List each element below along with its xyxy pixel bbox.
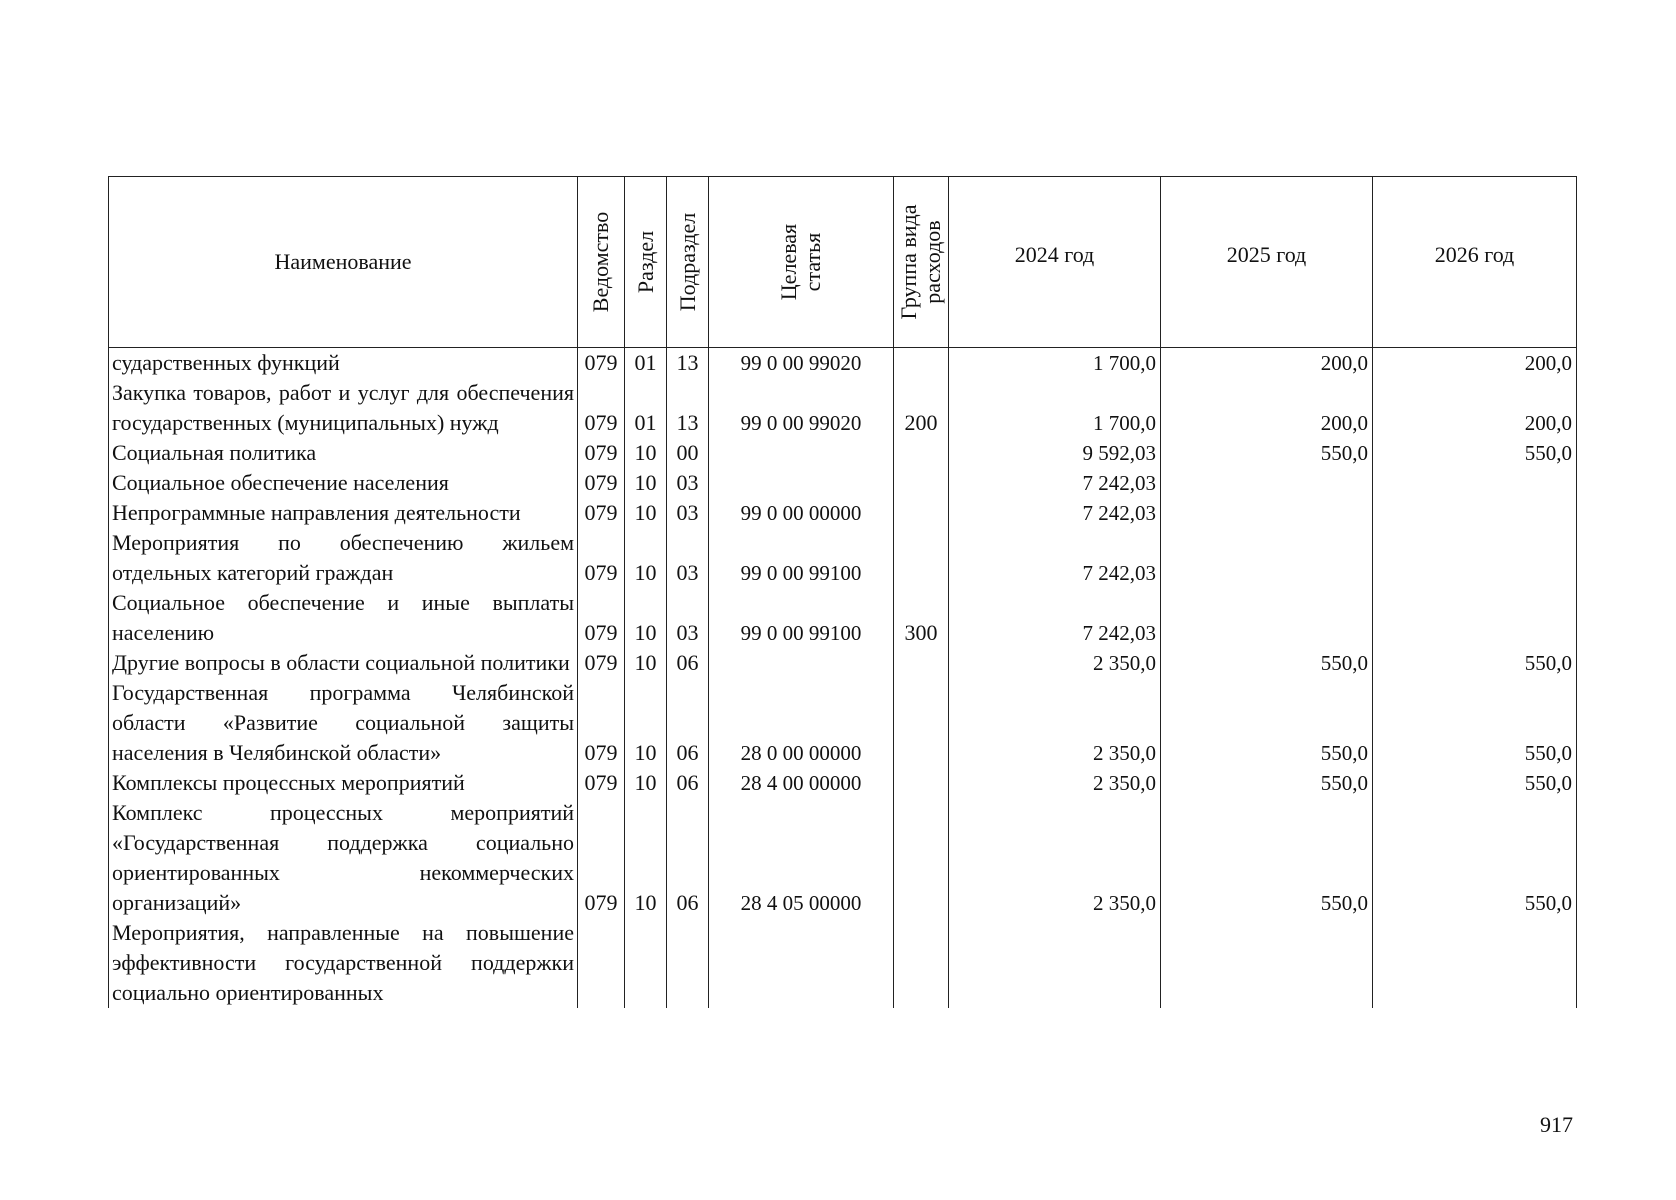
cell-razdel: 10 [625,468,667,498]
header-podrazdel [667,177,709,348]
cell-podrazdel: 13 [667,378,709,438]
table-row [109,378,1577,438]
table-row [109,348,1577,379]
cell-name: Комплекс процессных мероприятий «Государственная поддержка социально ориентированных некоммерческих организаций» [109,798,578,918]
cell-podrazdel: 03 [667,468,709,498]
cell-podrazdel: 13 [667,348,709,379]
table-row [109,438,1577,468]
cell-vedomstvo: 079 [578,438,625,468]
cell-vedomstvo: 079 [578,588,625,648]
cell-csr: 28 0 00 00000 [709,678,894,768]
cell-2026: 550,0 [1373,438,1577,468]
cell-2025: 550,0 [1161,798,1373,918]
cell-2024: 7 242,03 [949,588,1161,648]
budget-table [108,176,1577,1008]
cell-2026 [1373,528,1577,588]
cell-razdel: 10 [625,588,667,648]
cell-2026 [1373,468,1577,498]
cell-2024: 7 242,03 [949,468,1161,498]
cell-name: Социальное обеспечение населения [109,468,578,498]
cell-2024: 7 242,03 [949,528,1161,588]
header-csr-label: Целевая статья [776,223,825,301]
table-row [109,678,1577,768]
cell-2025: 550,0 [1161,438,1373,468]
table-row [109,918,1577,1008]
cell-podrazdel: 03 [667,588,709,648]
cell-razdel: 10 [625,648,667,678]
header-podrazdel-label: Подраздел [674,212,700,312]
cell-vr [894,768,949,798]
table-row [109,768,1577,798]
cell-podrazdel: 06 [667,678,709,768]
cell-vedomstvo: 079 [578,528,625,588]
cell-csr: 99 0 00 99100 [709,588,894,648]
cell-csr: 99 0 00 99020 [709,348,894,379]
cell-csr: 28 4 05 00000 [709,798,894,918]
cell-podrazdel: 00 [667,438,709,468]
cell-vedomstvo: 079 [578,798,625,918]
cell-vedomstvo: 079 [578,378,625,438]
header-row [109,177,1577,348]
cell-2026: 200,0 [1373,378,1577,438]
cell-2026: 200,0 [1373,348,1577,379]
cell-name: Социальная политика [109,438,578,468]
cell-2025 [1161,528,1373,588]
header-2026: 2026 год [1373,177,1577,348]
cell-vr [894,648,949,678]
cell-vr [894,528,949,588]
table-row [109,498,1577,528]
header-2024: 2024 год [949,177,1161,348]
cell-podrazdel [667,918,709,1008]
cell-2024: 7 242,03 [949,498,1161,528]
table-row [109,528,1577,588]
cell-vedomstvo: 079 [578,348,625,379]
cell-2026 [1373,498,1577,528]
cell-csr [709,648,894,678]
header-razdel-label: Раздел [632,230,658,294]
cell-vedomstvo: 079 [578,678,625,768]
header-razdel [625,177,667,348]
cell-2025: 200,0 [1161,378,1373,438]
cell-2024: 9 592,03 [949,438,1161,468]
cell-2025 [1161,588,1373,648]
cell-vr [894,498,949,528]
table-row [109,468,1577,498]
cell-vr [894,468,949,498]
cell-vr [894,798,949,918]
header-vedomstvo [578,177,625,348]
cell-name: Мероприятия по обеспечению жильем отдельных категорий граждан [109,528,578,588]
cell-vr [894,348,949,379]
cell-2025 [1161,468,1373,498]
cell-2026 [1373,918,1577,1008]
cell-razdel: 10 [625,798,667,918]
cell-csr: 99 0 00 99020 [709,378,894,438]
cell-name: Непрограммные направления деятельности [109,498,578,528]
cell-name: Другие вопросы в области социальной политики [109,648,578,678]
cell-razdel: 10 [625,438,667,468]
cell-2024: 2 350,0 [949,768,1161,798]
cell-csr [709,468,894,498]
cell-2024 [949,918,1161,1008]
cell-vedomstvo: 079 [578,648,625,678]
cell-name: Комплексы процессных мероприятий [109,768,578,798]
cell-2025: 550,0 [1161,768,1373,798]
cell-2026 [1373,588,1577,648]
cell-2024: 2 350,0 [949,798,1161,918]
cell-razdel: 01 [625,378,667,438]
cell-2024: 2 350,0 [949,678,1161,768]
cell-2025 [1161,918,1373,1008]
cell-podrazdel: 06 [667,798,709,918]
cell-2026: 550,0 [1373,648,1577,678]
cell-podrazdel: 06 [667,648,709,678]
cell-2024: 2 350,0 [949,648,1161,678]
cell-csr: 99 0 00 99100 [709,528,894,588]
cell-csr [709,438,894,468]
cell-razdel: 10 [625,768,667,798]
cell-razdel: 10 [625,678,667,768]
table-row [109,648,1577,678]
cell-vedomstvo: 079 [578,768,625,798]
cell-csr: 28 4 00 00000 [709,768,894,798]
cell-razdel: 01 [625,348,667,379]
table-row [109,798,1577,918]
cell-vedomstvo: 079 [578,498,625,528]
page-number: 917 [1540,1112,1573,1137]
cell-podrazdel: 06 [667,768,709,798]
header-vr-label: Группа вида расходов [896,204,945,320]
cell-name: Государственная программа Челябинской области «Развитие социальной защиты населения в Челябинской области» [109,678,578,768]
cell-razdel: 10 [625,498,667,528]
cell-razdel: 10 [625,528,667,588]
cell-2025: 550,0 [1161,648,1373,678]
cell-name: Закупка товаров, работ и услуг для обеспечения государственных (муниципальных) нужд [109,378,578,438]
cell-vedomstvo [578,918,625,1008]
cell-vedomstvo: 079 [578,468,625,498]
cell-vr: 300 [894,588,949,648]
cell-name: сударственных функций [109,348,578,379]
header-2025: 2025 год [1161,177,1373,348]
cell-2025: 200,0 [1161,348,1373,379]
cell-vr [894,918,949,1008]
cell-csr [709,918,894,1008]
cell-2024: 1 700,0 [949,378,1161,438]
cell-name: Мероприятия, направленные на повышение эффективности государственной поддержки социально ориентированных [109,918,578,1008]
header-name: Наименование [109,177,578,348]
cell-name: Социальное обеспечение и иные выплаты населению [109,588,578,648]
cell-2024: 1 700,0 [949,348,1161,379]
cell-2026: 550,0 [1373,678,1577,768]
cell-csr: 99 0 00 00000 [709,498,894,528]
cell-podrazdel: 03 [667,498,709,528]
table-row [109,588,1577,648]
cell-2026: 550,0 [1373,798,1577,918]
header-vedomstvo-label: Ведомство [588,211,613,313]
header-csr [709,177,894,348]
header-vr [894,177,949,348]
cell-2025 [1161,498,1373,528]
cell-2025: 550,0 [1161,678,1373,768]
cell-vr [894,678,949,768]
cell-podrazdel: 03 [667,528,709,588]
cell-razdel [625,918,667,1008]
cell-vr [894,438,949,468]
cell-2026: 550,0 [1373,768,1577,798]
cell-vr: 200 [894,378,949,438]
